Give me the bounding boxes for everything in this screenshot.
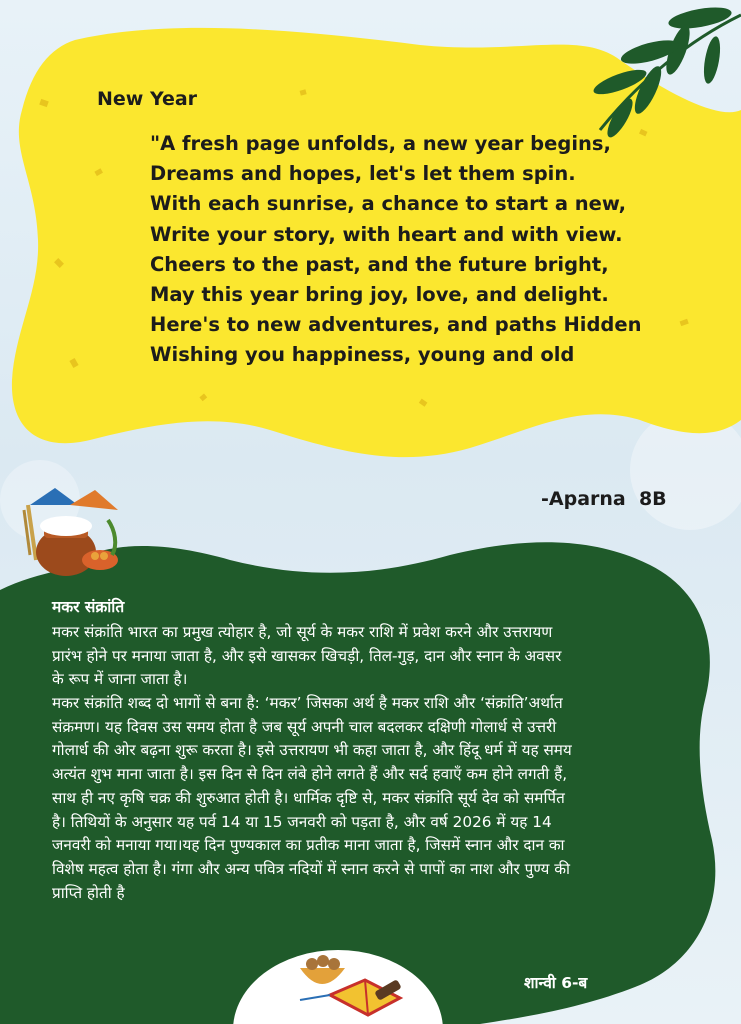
poem-line: May this year bring joy, love, and delight.: [150, 282, 609, 306]
article-line: प्राप्ति होती है: [52, 883, 125, 902]
poem-title: New Year: [97, 88, 198, 110]
poem-line: "A fresh page unfolds, a new year begins,: [150, 132, 611, 155]
article-line: अत्यंत शुभ माना जाता है। इस दिन से दिन लंबे होने लगते हैं और सर्द हवाएँ कम होने लगती हैं,: [52, 765, 568, 784]
article-line: संक्रमण। यह दिवस उस समय होता है जब सूर्य अपनी चाल बदलकर दक्षिणी गोलार्ध से उत्तरी: [52, 717, 557, 736]
poem-line: With each sunrise, a chance to start a new,: [150, 192, 627, 216]
poem-line: Wishing you happiness, young and old: [150, 343, 575, 367]
article-line: के रूप में जाना जाता है।: [52, 670, 188, 689]
article-author: शान्वी 6-ब: [524, 974, 588, 992]
poem-line: Here's to new adventures, and paths Hidden: [150, 313, 642, 337]
article-paragraph: [52, 621, 692, 692]
article-line: मकर संक्रांति शब्द दो भागों से बना है: ‘मकर’ जिसका अर्थ है मकर राशि और ‘संक्रांति’अर्थात: [52, 694, 563, 713]
poem-line: Cheers to the past, and the future bright,: [150, 252, 609, 276]
article-line: मकर संक्रांति भारत का प्रमुख त्योहार है, जो सूर्य के मकर राशि में प्रवेश करने और उत्तरायण: [52, 623, 553, 641]
article-line: गोलार्ध की ओर बढ़ना शुरू करता है। इसे उत्तरायण भी कहा जाता है, और हिंदू धर्म में यह समय: [52, 741, 572, 760]
article-line: साथ ही नए कृषि चक्र की शुरुआत होती है। धार्मिक दृष्टि से, मकर संक्रांति सूर्य देव को समर्पित: [52, 788, 565, 807]
poem-line: Write your story, with heart and with view.: [150, 222, 623, 246]
article-title: मकर संक्रांति: [52, 598, 125, 616]
article-line: प्रारंभ होने पर मनाया जाता है, और इसे खासकर खिचड़ी, तिल-गुड़, दान और स्नान के अवसर: [52, 646, 562, 665]
article-paragraph: [52, 692, 692, 905]
article-line: जनवरी को मनाया गया।यह दिन पुण्यकाल का प्रतीक माना जाता है, जिसमें स्नान और दान का: [52, 836, 565, 855]
poem-author: -Aparna 8B: [541, 488, 667, 510]
article-body: [52, 621, 692, 905]
poem-lines: [150, 129, 710, 371]
article-line: है। तिथियों के अनुसार यह पर्व 14 या 15 जनवरी को पड़ता है, और वर्ष 2026 में यह 14: [52, 812, 552, 831]
poem-line: Dreams and hopes, let's let them spin.: [150, 162, 576, 186]
article-line: विशेष महत्व होता है। गंगा और अन्य पवित्र नदियों में स्नान करने से पापों का नाश और पुण्य की: [52, 859, 570, 878]
